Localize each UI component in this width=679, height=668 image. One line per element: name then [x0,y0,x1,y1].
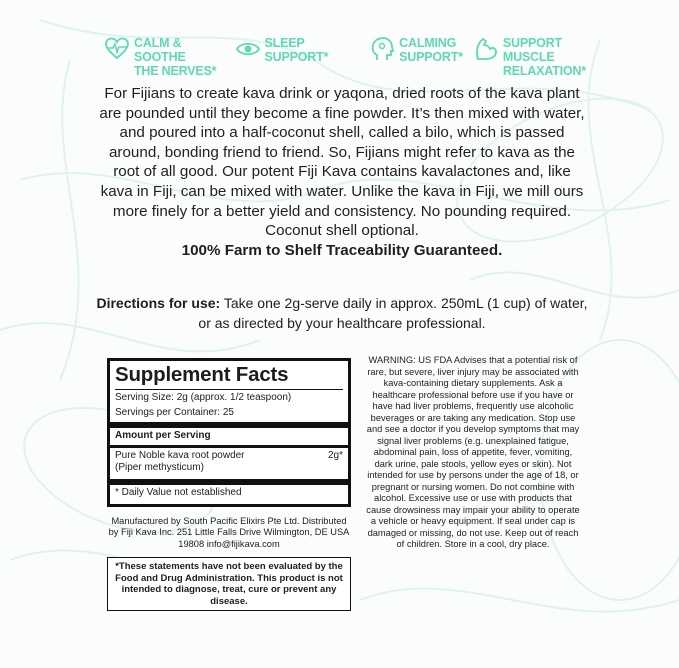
benefit-label: SLEEP SUPPORT* [264,36,329,64]
ingredient-row [115,448,343,478]
daily-value-footnote: * Daily Value not established [115,486,242,498]
ingredient-name: Pure Noble kava root powder [115,449,245,461]
benefit-label: CALM & SOOTHE THE NERVES* [134,36,217,78]
supplement-facts-panel [107,358,351,507]
manufacturer-info: Manufactured by South Pacific Elixirs Pte Ltd. Distributed by Fiji Kava Inc. 251 Little Falls Drive Wilmington, DE USA 19808 info@fijikava.com [108,516,350,549]
ingredient-latin-name: (Piper methysticum) [115,462,204,473]
benefit-sleep-support [235,36,360,64]
directions-for-use [96,294,588,333]
description-body: For Fijians to create kava drink or yaqona, dried roots of the kava plant are pounded until they become a fine powder. It’s then mixed with water, and poured into a half-coconut shell, called a bilo, which is passed around, bonding friend to friend. So, Fijians might refer to kava as the root of all good. Our potent Fiji Kava contains kavalactones and, like kava in Fiji, can be mixed with water. Unlike the kava in Fiji, we mill ours more finely for a better yield and consistency. No pounding required. Coconut shell optional. [99,85,585,240]
directions-text: Take one 2g-serve daily in approx. 250mL (1 cup) of water, or as directed by your healthcare professional. [198,295,588,331]
product-description [96,84,588,260]
benefit-calm-soothe [104,36,225,78]
head-calm-icon [369,36,395,62]
supplement-facts-title: Supplement Facts [115,363,289,386]
benefit-label: SUPPORT MUSCLE RELAXATION* [502,36,586,78]
benefit-muscle-relaxation [473,36,604,78]
serving-size: Serving Size: 2g (approx. 1/2 teaspoon) [115,392,292,403]
warning-text: WARNING: US FDA Advises that a potential risk of rare, but severe, liver injury may be associated with kava-containing dietary supplements. Ask a healthcare professional before use if you have or have had liver problems, frequently use alcoholic beverages or are taking any medication. Stop use and see a doctor if you develop symptoms that may signal liver problems (e.g. unexplained fatigue, abdominal pain, loss of appetite, fever, vomiting, dark urine, pale stools, yellow eyes or skin). Not intended for use by persons under the age of 18, or pregnant or nursing women. Do not combine with alcohol. Excessive use or use with products that cause drowsiness may impair your ability to operate a vehicle or heavy equipment. If seal under cap is damaged or missing, do not use. Keep out of reach of children. Store in a cool, dry place. [366,355,580,549]
benefits-row [104,36,604,78]
amount-per-serving-header: Amount per Serving [115,430,211,441]
traceability-statement: 100% Farm to Shelf Traceability Guaranteed. [181,241,503,259]
heart-pulse-icon [104,36,130,62]
benefit-calming-support [369,36,463,64]
fda-disclaimer: *These statements have not been evaluated by the Food and Drug Administration. This product is not intended to diagnose, treat, cure or prevent any disease. [107,557,351,611]
eye-icon [235,36,261,62]
ingredient-amount: 2g* [327,449,343,461]
directions-label: Directions for use: [96,295,221,311]
benefit-label: CALMING SUPPORT* [399,36,463,64]
muscle-arm-icon [473,36,499,62]
servings-per-container: Servings per Container: 25 [115,406,234,418]
